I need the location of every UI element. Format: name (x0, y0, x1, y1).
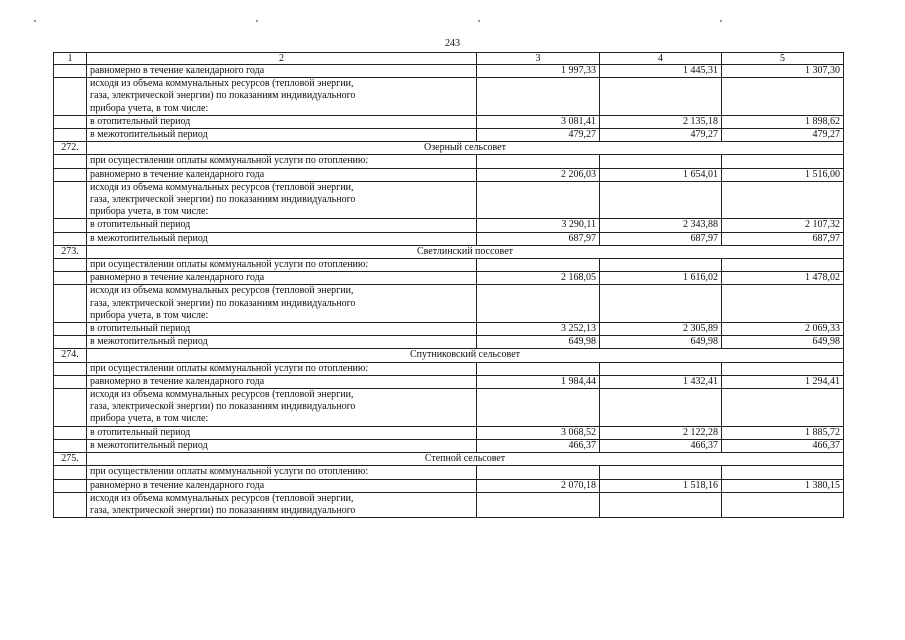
table-row (54, 466, 844, 479)
row-label: при осуществлении оплаты коммунальной услуги по отоплению: (87, 362, 477, 375)
row-label: исходя из объема коммунальных ресурсов (тепловой энергии, газа, электрической энергии) по показаниям индивидуального прибора учета, в том числе: (87, 285, 477, 323)
value-cell: 2 168,05 (477, 272, 600, 285)
value-cell (722, 492, 844, 517)
value-cell: 1 654,01 (600, 168, 722, 181)
value-cell (477, 155, 600, 168)
value-cell: 466,37 (477, 439, 600, 452)
section-number: 275. (54, 453, 87, 466)
row-label: при осуществлении оплаты коммунальной услуги по отоплению: (87, 155, 477, 168)
value-cell (722, 78, 844, 116)
section-row (54, 142, 844, 155)
row-label: исходя из объема коммунальных ресурсов (тепловой энергии, газа, электрической энергии) по показаниям индивидуального прибора учета, в том числе: (87, 78, 477, 116)
row-number-cell (54, 466, 87, 479)
value-cell: 649,98 (600, 336, 722, 349)
value-cell: 1 518,16 (600, 479, 722, 492)
value-cell: 2 070,18 (477, 479, 600, 492)
value-cell: 1 997,33 (477, 65, 600, 78)
section-title: Светлинский поссовет (87, 245, 844, 258)
value-cell: 2 343,88 (600, 219, 722, 232)
header-cell: 3 (477, 53, 600, 65)
scan-speck (256, 20, 258, 22)
table-row (54, 426, 844, 439)
row-number-cell (54, 129, 87, 142)
row-number-cell (54, 323, 87, 336)
value-cell: 2 135,18 (600, 115, 722, 128)
value-cell (600, 181, 722, 219)
value-cell: 687,97 (722, 232, 844, 245)
section-title: Озерный сельсовет (87, 142, 844, 155)
value-cell: 479,27 (600, 129, 722, 142)
value-cell: 1 445,31 (600, 65, 722, 78)
row-label: исходя из объема коммунальных ресурсов (тепловой энергии, газа, электрической энергии) по показаниям индивидуального (87, 492, 477, 517)
row-number-cell (54, 389, 87, 427)
value-cell (600, 466, 722, 479)
row-label: в отопительный период (87, 115, 477, 128)
scan-speck (478, 20, 480, 22)
value-cell: 1 380,15 (722, 479, 844, 492)
row-label: исходя из объема коммунальных ресурсов (тепловой энергии, газа, электрической энергии) по показаниям индивидуального прибора учета, в том числе: (87, 389, 477, 427)
row-number-cell (54, 65, 87, 78)
row-number-cell (54, 479, 87, 492)
row-number-cell (54, 285, 87, 323)
header-cell: 1 (54, 53, 87, 65)
value-cell: 466,37 (722, 439, 844, 452)
row-number-cell (54, 336, 87, 349)
value-cell: 2 107,32 (722, 219, 844, 232)
table-row (54, 439, 844, 452)
table-row (54, 219, 844, 232)
value-cell: 1 294,41 (722, 375, 844, 388)
value-cell (600, 155, 722, 168)
table-row (54, 155, 844, 168)
value-cell: 1 432,41 (600, 375, 722, 388)
section-number: 274. (54, 349, 87, 362)
value-cell (722, 362, 844, 375)
table-row (54, 375, 844, 388)
row-label: в отопительный период (87, 323, 477, 336)
value-cell: 687,97 (477, 232, 600, 245)
row-label: равномерно в течение календарного года (87, 375, 477, 388)
section-number: 273. (54, 245, 87, 258)
value-cell (477, 466, 600, 479)
tariff-table (53, 52, 844, 518)
value-cell: 1 885,72 (722, 426, 844, 439)
section-title: Степной сельсовет (87, 453, 844, 466)
table-row (54, 129, 844, 142)
row-number-cell (54, 155, 87, 168)
value-cell (477, 259, 600, 272)
value-cell: 3 068,52 (477, 426, 600, 439)
value-cell (600, 285, 722, 323)
value-cell: 479,27 (477, 129, 600, 142)
row-number-cell (54, 259, 87, 272)
table-row (54, 115, 844, 128)
header-cell: 2 (87, 53, 477, 65)
row-label: в межотопительный период (87, 232, 477, 245)
table-row (54, 323, 844, 336)
value-cell: 1 478,02 (722, 272, 844, 285)
value-cell (600, 492, 722, 517)
row-label: равномерно в течение календарного года (87, 479, 477, 492)
section-row (54, 245, 844, 258)
row-label: исходя из объема коммунальных ресурсов (тепловой энергии, газа, электрической энергии) по показаниям индивидуального прибора учета, в том числе: (87, 181, 477, 219)
value-cell: 3 252,13 (477, 323, 600, 336)
value-cell (600, 362, 722, 375)
value-cell (722, 389, 844, 427)
section-title: Спутниковский сельсовет (87, 349, 844, 362)
value-cell (477, 492, 600, 517)
table-row (54, 181, 844, 219)
scan-speck (34, 20, 36, 22)
value-cell: 649,98 (722, 336, 844, 349)
value-cell: 3 081,41 (477, 115, 600, 128)
value-cell (722, 285, 844, 323)
value-cell: 2 206,03 (477, 168, 600, 181)
table-row (54, 232, 844, 245)
header-cell: 5 (722, 53, 844, 65)
section-row (54, 349, 844, 362)
header-cell: 4 (600, 53, 722, 65)
table-row (54, 259, 844, 272)
row-number-cell (54, 439, 87, 452)
value-cell: 687,97 (600, 232, 722, 245)
row-label: в отопительный период (87, 426, 477, 439)
value-cell (477, 389, 600, 427)
value-cell (722, 259, 844, 272)
table-header-row (54, 53, 844, 65)
value-cell: 2 305,89 (600, 323, 722, 336)
value-cell: 2 122,28 (600, 426, 722, 439)
value-cell (477, 181, 600, 219)
value-cell: 1 984,44 (477, 375, 600, 388)
section-row (54, 453, 844, 466)
value-cell (722, 466, 844, 479)
row-number-cell (54, 168, 87, 181)
table-row (54, 285, 844, 323)
row-label: в межотопительный период (87, 439, 477, 452)
value-cell: 479,27 (722, 129, 844, 142)
scan-speck (720, 20, 722, 22)
row-number-cell (54, 232, 87, 245)
table-row (54, 362, 844, 375)
row-number-cell (54, 115, 87, 128)
row-number-cell (54, 181, 87, 219)
page-number: 243 (445, 38, 460, 49)
value-cell: 649,98 (477, 336, 600, 349)
row-label: равномерно в течение календарного года (87, 168, 477, 181)
table-row (54, 336, 844, 349)
value-cell: 1 307,30 (722, 65, 844, 78)
table-row (54, 65, 844, 78)
value-cell (600, 78, 722, 116)
row-number-cell (54, 362, 87, 375)
value-cell (722, 181, 844, 219)
value-cell: 3 290,11 (477, 219, 600, 232)
row-number-cell (54, 375, 87, 388)
table-row (54, 492, 844, 517)
value-cell (600, 259, 722, 272)
value-cell: 1 898,62 (722, 115, 844, 128)
table-row (54, 479, 844, 492)
row-number-cell (54, 272, 87, 285)
table-row (54, 272, 844, 285)
row-label: равномерно в течение календарного года (87, 272, 477, 285)
row-label: в межотопительный период (87, 336, 477, 349)
table-row (54, 168, 844, 181)
value-cell: 1 516,00 (722, 168, 844, 181)
row-label: при осуществлении оплаты коммунальной услуги по отоплению: (87, 466, 477, 479)
table-row (54, 78, 844, 116)
value-cell: 466,37 (600, 439, 722, 452)
table-row (54, 389, 844, 427)
row-number-cell (54, 426, 87, 439)
row-number-cell (54, 219, 87, 232)
value-cell (477, 78, 600, 116)
row-number-cell (54, 78, 87, 116)
value-cell (477, 285, 600, 323)
value-cell (477, 362, 600, 375)
value-cell: 1 616,02 (600, 272, 722, 285)
row-label: равномерно в течение календарного года (87, 65, 477, 78)
value-cell (600, 389, 722, 427)
value-cell: 2 069,33 (722, 323, 844, 336)
row-label: в отопительный период (87, 219, 477, 232)
section-number: 272. (54, 142, 87, 155)
row-number-cell (54, 492, 87, 517)
row-label: при осуществлении оплаты коммунальной услуги по отоплению: (87, 259, 477, 272)
value-cell (722, 155, 844, 168)
row-label: в межотопительный период (87, 129, 477, 142)
